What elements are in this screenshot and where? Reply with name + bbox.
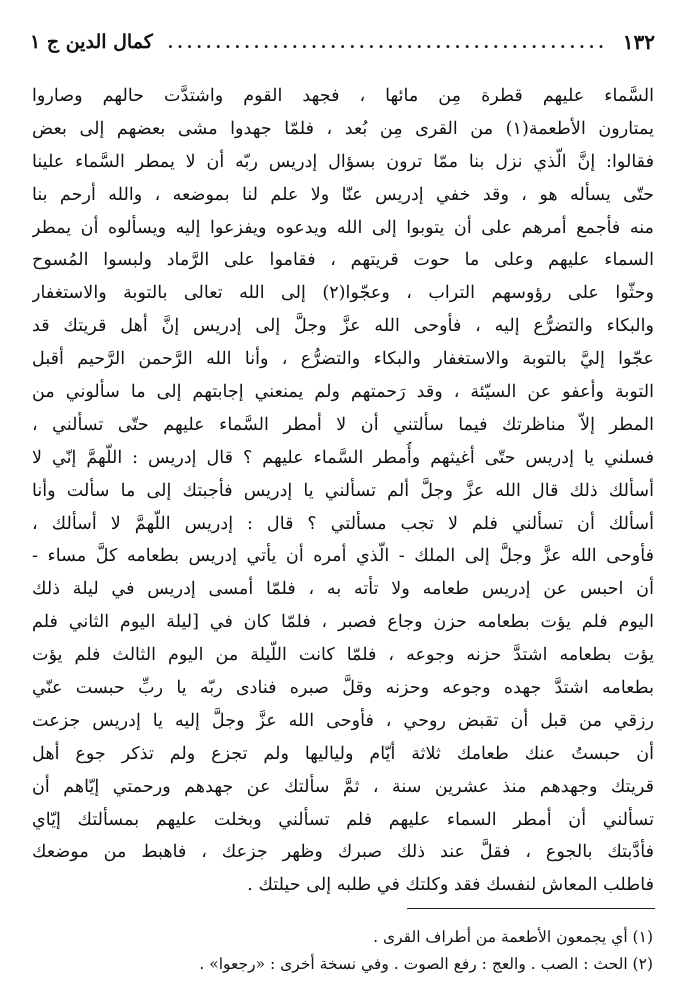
body-line: منه فأجمع أمرهم على أن يتوبوا إلى الله ويدعوه ويفزعوا إليه ويسألوه أن يمطر bbox=[32, 217, 654, 238]
body-line: فأدَّبتك بالجوع ، فقلَّ عند ذلك صبرك وظهر جزعك ، فاهبط من موضعك bbox=[32, 842, 654, 863]
body-line: عجّوا إليَّ بالتوبة والاستغفار والبكاء والتضرُّع ، وأنا الله الرَّحمن الرَّحيم أقبل bbox=[32, 349, 654, 370]
page-number: ١٣٢ bbox=[622, 30, 655, 54]
body-line: أسألك أن تسألني فلم لا تجب مسألتي ؟ قال : إدريس اللّهمَّ لا أسألك ، bbox=[32, 513, 654, 534]
body-line: والبكاء والتضرُّع إليه ، فأوحى الله عزَّ وجلَّ إلى إدريس إنَّ أهل قريتك قد bbox=[32, 316, 654, 337]
body-line: بطعامه اشتدَّ جهده وجوعه وحزنه وقلَّ صبره فنادى ربّه يا ربِّ حبست عنّي bbox=[32, 678, 654, 699]
body-line: التوبة وأعفو عن السيّئة ، وقد رَحمتهم ولم يمنعني إجابتهم إلى ما سألوني من bbox=[32, 382, 654, 403]
body-line: السَّماء عليهم قطرة مِن مائها ، فجهد القوم واشتدَّت حالهم وصاروا bbox=[32, 86, 654, 106]
body-line: فسلني يا إدريس حتّى أغيثهم وأُمطر السَّماء عليهم ؟ قال إدريس : اللّهمَّ إنّي لا bbox=[32, 447, 654, 468]
body-line: المطر إلاّ مناظرتك فيما سألتني أن لا أمطر السَّماء عليهم حتّى تسألني ، bbox=[32, 414, 654, 435]
footnotes bbox=[33, 924, 653, 978]
book-title: كمال الدين ج ١ bbox=[30, 31, 153, 53]
body-line: السماء عليهم وعلى ما حوت قريتهم ، فقاموا على الرَّماد ولبسوا المُسوح bbox=[32, 250, 654, 271]
body-line: تسألني أن أمطر السماء عليهم فلم تسألني وبخلت عليهم بمسألتك إيّاي bbox=[32, 809, 654, 830]
header-leader-dots: .............................................. bbox=[167, 32, 608, 52]
body-line: فاطلب المعاش لنفسك فقد وكلتك في طلبه إلى حيلتك . bbox=[247, 875, 654, 896]
body-text bbox=[32, 80, 654, 902]
footnote-2: (٢) الحث : الصب . والعج : رفع الصوت . وفي نسخة أخرى : «رجعوا» . bbox=[199, 955, 653, 973]
body-line: أسألك ذلك قال الله عزَّ وجلَّ ألم تسألني يا إدريس فأجبتك إلى ما سألت وأنا bbox=[32, 480, 654, 501]
body-line: رزقي من قبل أن تقبض روحي ، فأوحى الله عزَّ وجلَّ إليه يا إدريس جزعت bbox=[32, 710, 654, 731]
running-header bbox=[30, 22, 655, 62]
body-line: يؤت بطعامه اشتدَّ حزنه وجوعه ، فلمّا كانت اللّيلة من اليوم الثالث فلم يؤت bbox=[32, 645, 654, 666]
body-line: قريتك وجهدهم منذ عشرين سنة ، ثمَّ سألتك عن جهدهم ورحمتي إيّاهم أن bbox=[32, 776, 654, 797]
body-line: فأوحى الله عزَّ وجلَّ إلى الملك - الّذي أمره أن يأتي إدريس بطعامه كلَّ مساء - bbox=[32, 546, 654, 567]
body-line: أن احبس عن إدريس طعامه ولا تأته به ، فلمّا أمسى إدريس في ليلة ذلك bbox=[32, 579, 654, 600]
body-line: وحثّوا على رؤوسهم التراب ، وعجّوا(٢) إلى الله تعالى بالتوبة والاستغفار bbox=[32, 283, 654, 304]
body-line: اليوم فلم يؤت بطعامه حزن وجاع فصبر ، فلمّا كان في [ليلة اليوم الثاني فلم bbox=[32, 612, 654, 633]
body-line: فقالوا: إنَّ الّذي نزل بنا ممّا ترون بسؤال إدريس ربّه أن لا يمطر السَّماء علينا bbox=[32, 151, 654, 172]
body-line: حتّى يسأله هو ، وقد خفي إدريس عنّا ولا علم لنا بموضعه ، والله أرحم بنا bbox=[32, 184, 654, 205]
footnote-divider bbox=[407, 908, 655, 909]
body-line: أن حبستُ عنك طعامك ثلاثة أيّام ولياليها ولم تجزع ولم تذكر جوع أهل bbox=[32, 743, 654, 764]
body-line: يمتارون الأطعمة(١) من القرى مِن بُعد ، فلمّا جهدوا مشى بعضهم إلى بعض bbox=[32, 118, 654, 139]
footnote-1: (١) أي يجمعون الأطعمة من أطراف القرى . bbox=[373, 928, 653, 946]
